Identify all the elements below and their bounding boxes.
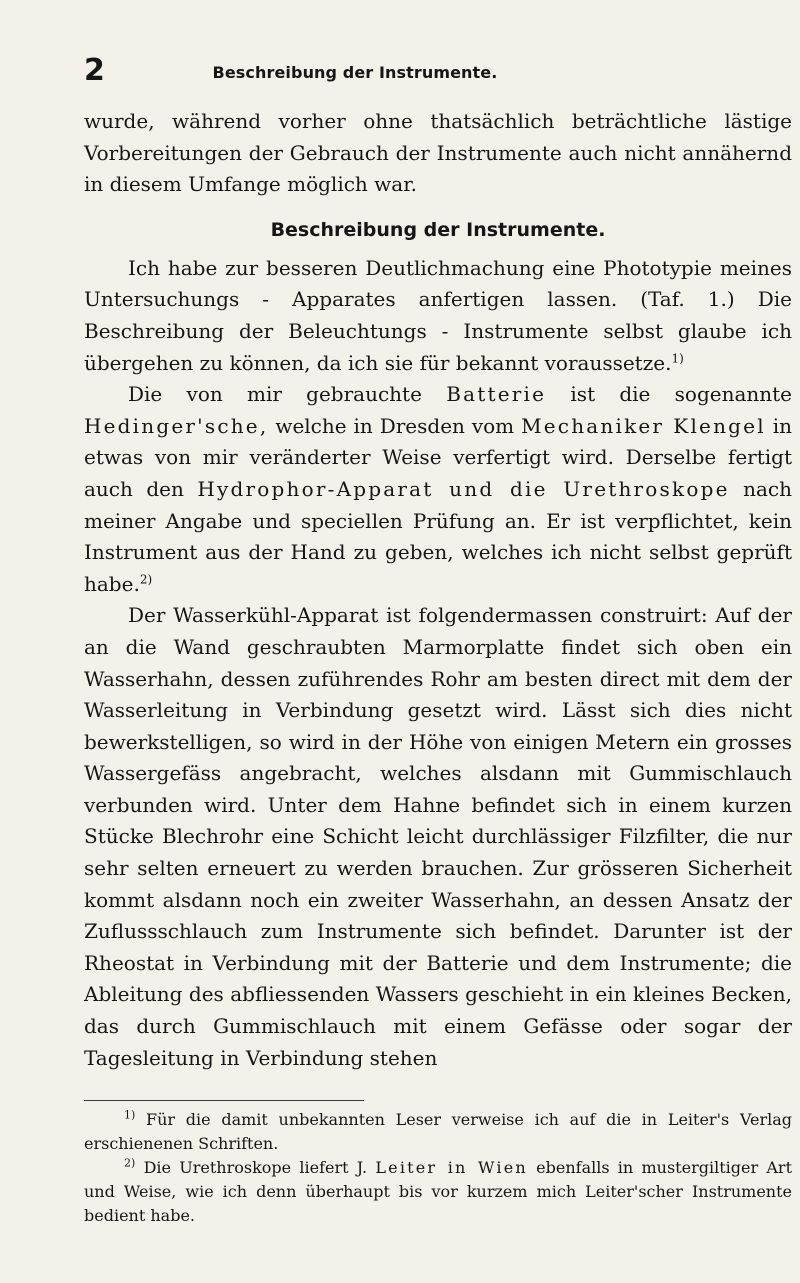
footnote-mark bbox=[124, 1157, 135, 1170]
footnote-text: Für die damit unbekannten Leser verweise ich auf die in Leiter's Verlag erschienenen Schriften. bbox=[84, 1110, 792, 1154]
text-run: ist die sogenannte bbox=[570, 382, 793, 407]
spaced-term-mechaniker: Mechaniker Klengel bbox=[521, 413, 766, 438]
page-header bbox=[84, 53, 784, 96]
footnote-ref-1 bbox=[671, 351, 683, 365]
page-body bbox=[84, 106, 792, 1228]
running-head: Beschreibung der Instrumente. bbox=[212, 63, 498, 82]
footnote-mark-number: 1 bbox=[124, 1108, 131, 1122]
spaced-term-batterie: Batterie bbox=[446, 382, 547, 407]
footnote-ref-paren: ) bbox=[679, 350, 684, 365]
text-run: welche in Dresden vom bbox=[275, 413, 515, 438]
paragraph-batterie bbox=[84, 379, 792, 600]
footnote-ref-2 bbox=[140, 572, 152, 586]
footnote-text: Die Urethroskope liefert J. bbox=[143, 1158, 368, 1178]
text-run: Die von mir gebrauchte bbox=[128, 382, 422, 407]
footnote-mark bbox=[124, 1109, 135, 1122]
paragraph-phototypie bbox=[84, 253, 792, 379]
spaced-term-hydrophor: Hydrophor-Apparat und die Urethroskope bbox=[197, 476, 730, 501]
footnote-ref-number: 2 bbox=[139, 572, 148, 587]
footnote-ref-number: 1 bbox=[671, 350, 680, 365]
section-title: Beschreibung der Instrumente. bbox=[270, 218, 606, 241]
paragraph-wasserkuehl: Der Wasserkühl-Apparat ist folgendermassen construirt: Auf der an die Wand geschraubten Marmorplatte findet sich oben ein Wasserhahn, dessen zuführendes Rohr am besten direct mit dem der Wasserleitung in Verbindung gesetzt wird. Lässt sich dies nicht bewerkstelligen, so wird in der Höhe von einigen Metern ein grosses Wassergefäss angebracht, welches alsdann mit Gummischlauch verbunden wird. Unter dem Hahne befindet sich in einem kurzen Stücke Blechrohr eine Schicht leicht durchlässiger Filzfilter, die nur sehr selten erneuert zu werden brauchen. Zur grösseren Sicherheit kommt alsdann noch ein zweiter Wasserhahn, an dessen Ansatz der Zuflussschlauch zum Instrumente sich befindet. Darunter ist der Rheostat in Verbindung mit der Batterie und dem Instrumente; die Ableitung des abfliessenden Wassers geschieht in ein kleines Becken, das durch Gummischlauch mit einem Gefässe oder sogar der Tagesleitung in Verbindung stehen bbox=[84, 603, 792, 1070]
footnote-mark-paren: ) bbox=[131, 1156, 136, 1170]
text-run: in etwas von mir veränderter Weise verfertigt wird. Derselbe fertigt auch den bbox=[84, 413, 793, 501]
paragraph-continuation: wurde, während vorher ohne thatsächlich beträchtliche lästige Vorbereitungen der Gebrauch der Instrumente auch nicht annähernd in diesem Umfange möglich war. bbox=[84, 109, 792, 197]
footnote-1 bbox=[84, 1108, 792, 1156]
spaced-term-hedinger: Hedinger'sche, bbox=[84, 413, 269, 438]
footnote-text: ebenfalls in mustergiltiger Art und Weise, wie ich denn überhaupt bis vor kurzem mich Leiter'scher Instrumente bedient habe. bbox=[84, 1158, 792, 1226]
spaced-term-leiter: Leiter in Wien bbox=[375, 1158, 528, 1178]
paragraph-text: Ich habe zur besseren Deutlichmachung eine Phototypie meines Untersuchungs - Apparates anfertigen lassen. (Taf. 1.) Die Beschreibung der Beleuchtungs - Instrumente selbst glaube ich übergehen zu können, da ich sie für bekannt voraussetze. bbox=[84, 255, 792, 375]
footnote-mark-paren: ) bbox=[131, 1108, 136, 1122]
text-run: nach meiner Angabe und speciellen Prüfung an. Er ist verpflichtet, kein Instrument aus der Hand zu geben, welches ich nicht selbst geprüft habe. bbox=[84, 476, 792, 596]
page-number: 2 bbox=[84, 53, 105, 88]
footnote-ref-paren: ) bbox=[147, 572, 153, 587]
footnote-2 bbox=[84, 1156, 792, 1228]
footnote-divider bbox=[84, 1100, 364, 1101]
footnote-mark-number: 2 bbox=[124, 1156, 131, 1170]
